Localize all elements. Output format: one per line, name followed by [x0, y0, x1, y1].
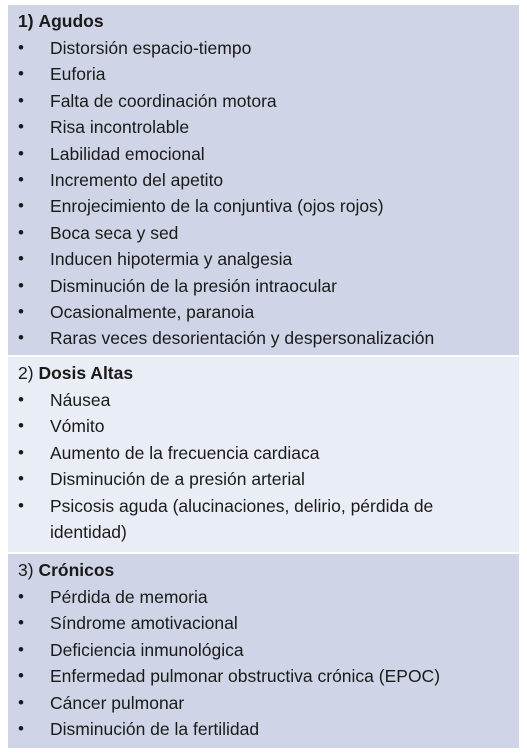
bullet-icon: • — [18, 469, 24, 489]
section-number: 2) — [18, 363, 34, 383]
list-item-text: Incremento del apetito — [50, 170, 224, 191]
list-item — [18, 493, 511, 546]
list-item — [18, 61, 511, 87]
bullet-icon: • — [18, 38, 24, 57]
bullet-icon: • — [18, 302, 24, 322]
list-item — [18, 273, 511, 299]
list-item-text: Falta de coordinación motora — [50, 90, 277, 111]
bullet-icon: • — [18, 143, 24, 163]
list-item — [18, 88, 511, 114]
section-title: Dosis Altas — [38, 363, 134, 383]
list-item-text: Boca seca y sed — [50, 222, 179, 243]
bullet-icon: • — [18, 390, 24, 409]
section-number: 3) — [18, 560, 34, 580]
effects-list — [18, 584, 511, 742]
section-title: Agudos — [38, 11, 104, 31]
effects-list — [18, 387, 511, 545]
list-item-text: Disminución de a presión arterial — [50, 469, 305, 490]
list-item — [18, 114, 511, 140]
list-item — [18, 466, 511, 492]
section-header — [18, 9, 511, 35]
list-item-text: Euforia — [50, 64, 106, 85]
list-item — [18, 387, 511, 413]
section-number: 1) — [18, 11, 34, 31]
effects-table — [8, 5, 519, 748]
list-item — [18, 690, 511, 716]
list-item-text: Vómito — [50, 416, 105, 437]
section-agudos — [8, 5, 519, 355]
list-item — [18, 637, 511, 663]
bullet-icon: • — [18, 222, 24, 242]
bullet-icon: • — [18, 90, 24, 110]
list-item — [18, 663, 511, 689]
bullet-icon: • — [18, 249, 24, 269]
list-item — [18, 610, 511, 636]
list-item — [18, 193, 511, 219]
bullet-icon: • — [18, 639, 24, 659]
list-item — [18, 440, 511, 466]
list-item — [18, 299, 511, 325]
bullet-icon: • — [18, 64, 24, 84]
list-item-text: Cáncer pulmonar — [50, 692, 185, 713]
list-item-text: Psicosis aguda (alucinaciones, delirio, pérdida de identidad) — [50, 495, 434, 543]
list-item — [18, 35, 511, 61]
effects-list — [18, 35, 511, 352]
bullet-icon: • — [18, 170, 24, 190]
section-header — [18, 558, 511, 584]
list-item-text: Distorsión espacio-tiempo — [50, 38, 252, 58]
bullet-icon: • — [18, 719, 24, 739]
bullet-icon: • — [18, 495, 24, 515]
list-item — [18, 220, 511, 246]
list-item-text: Náusea — [50, 390, 111, 410]
bullet-icon: • — [18, 666, 24, 686]
list-item-text: Enrojecimiento de la conjuntiva (ojos rojos) — [50, 196, 384, 217]
bullet-icon: • — [18, 275, 24, 295]
bullet-icon: • — [18, 692, 24, 712]
section-cronicos — [8, 554, 519, 748]
list-item-text: Deficiencia inmunológica — [50, 639, 244, 660]
list-item — [18, 141, 511, 167]
bullet-icon: • — [18, 613, 24, 633]
list-item-text: Risa incontrolable — [50, 117, 190, 138]
list-item-text: Inducen hipotermia y analgesia — [50, 249, 293, 270]
list-item — [18, 413, 511, 439]
list-item — [18, 584, 511, 610]
list-item — [18, 167, 511, 193]
bullet-icon: • — [18, 328, 24, 348]
list-item-text: Aumento de la frecuencia cardiaca — [50, 442, 320, 463]
list-item-text: Disminución de la fertilidad — [50, 719, 260, 740]
list-item — [18, 325, 511, 351]
list-item-text: Ocasionalmente, paranoia — [50, 302, 255, 323]
bullet-icon: • — [18, 117, 24, 137]
list-item-text: Enfermedad pulmonar obstructiva crónica (EPOC) — [50, 666, 441, 687]
section-title: Crónicos — [38, 560, 115, 580]
list-item-text: Síndrome amotivacional — [50, 613, 238, 634]
section-dosis-altas — [8, 357, 519, 552]
list-item-text: Disminución de la presión intraocular — [50, 275, 337, 296]
list-item — [18, 246, 511, 272]
bullet-icon: • — [18, 442, 24, 462]
list-item-text: Pérdida de memoria — [50, 587, 208, 607]
bullet-icon: • — [18, 196, 24, 216]
list-item — [18, 716, 511, 742]
list-item-text: Labilidad emocional — [50, 143, 205, 164]
bullet-icon: • — [18, 416, 24, 436]
bullet-icon: • — [18, 587, 24, 606]
list-item-text: Raras veces desorientación y despersonalización — [50, 328, 435, 349]
section-header — [18, 361, 511, 387]
